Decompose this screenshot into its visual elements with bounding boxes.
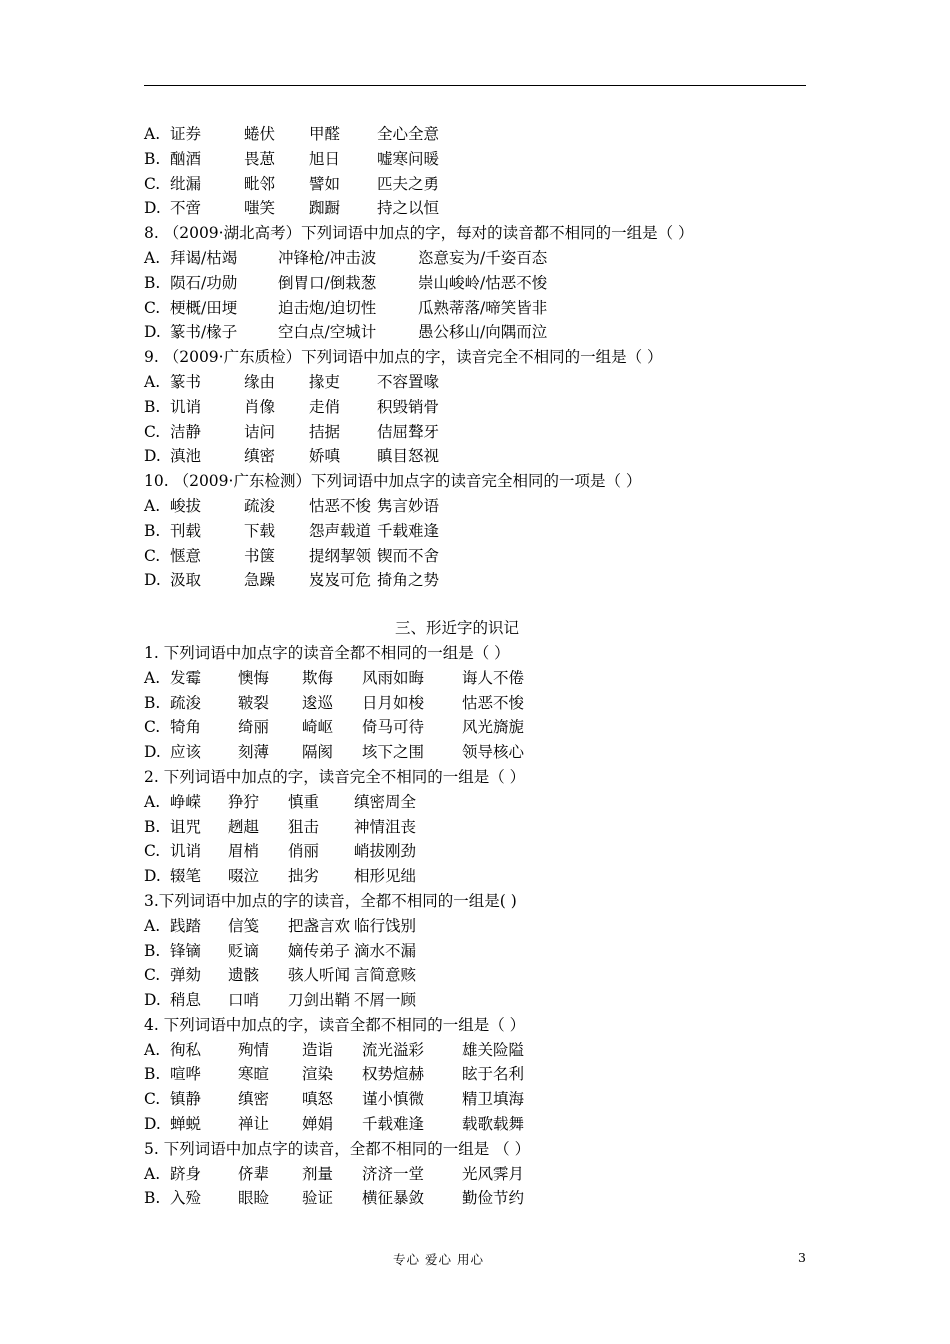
spacer bbox=[144, 593, 814, 616]
option-letter: C. bbox=[144, 1090, 161, 1109]
section-title: 三、形近字的识记 bbox=[394, 619, 519, 638]
option-word: 甲醛 bbox=[309, 125, 341, 143]
option-letter: A. bbox=[144, 1164, 161, 1183]
question-stem: 1. 下列词语中加点字的读音全都不相同的一组是（ ） bbox=[144, 643, 510, 662]
option-word: 临行饯别 bbox=[354, 916, 417, 935]
option-line bbox=[144, 691, 814, 716]
option-word: 酗酒 bbox=[170, 149, 202, 168]
option-word: 稍息 bbox=[170, 991, 202, 1010]
option-word: 犄角 bbox=[170, 718, 202, 737]
option-word: 下载 bbox=[244, 521, 276, 540]
option-word: 证券 bbox=[170, 125, 202, 143]
option-word: 弹劾 bbox=[170, 966, 202, 985]
question-stem: 8. （2009·湖北高考）下列词语中加点的字，每对的读音都不相同的一组是（ ） bbox=[144, 224, 694, 243]
option-line bbox=[144, 939, 814, 964]
option-word: 旭日 bbox=[309, 149, 341, 168]
option-word: 寒暄 bbox=[238, 1065, 270, 1084]
option-word: 勤俭节约 bbox=[462, 1189, 525, 1208]
option-word: 愚公移山/向隅而泣 bbox=[418, 323, 548, 342]
option-line bbox=[144, 1038, 814, 1063]
option-line bbox=[144, 196, 814, 221]
option-word: 讥诮 bbox=[170, 397, 202, 416]
option-word: 锲而不舍 bbox=[377, 546, 440, 565]
option-word: 峻拔 bbox=[170, 496, 202, 515]
option-word: 迫击炮/迫切性 bbox=[278, 298, 377, 317]
option-word: 眼睑 bbox=[238, 1189, 270, 1208]
option-letter: D. bbox=[144, 323, 161, 342]
option-line bbox=[144, 519, 814, 544]
page-number: 3 bbox=[798, 1250, 806, 1265]
option-word: 急躁 bbox=[244, 571, 276, 590]
option-word: 镇静 bbox=[170, 1090, 202, 1109]
option-line bbox=[144, 444, 814, 469]
option-word: 啜泣 bbox=[228, 867, 260, 886]
option-line bbox=[144, 296, 814, 321]
option-word: 崇山峻岭/怙恶不悛 bbox=[418, 273, 548, 292]
option-line bbox=[144, 1186, 814, 1211]
question-stem: 2. 下列词语中加点的字，读音完全不相同的一组是（ ） bbox=[144, 767, 526, 786]
option-word: 隽言妙语 bbox=[377, 496, 440, 515]
option-letter: D. bbox=[144, 867, 161, 886]
option-word: 拜谒/枯竭 bbox=[170, 248, 238, 267]
option-letter: A. bbox=[144, 248, 161, 267]
option-word: 倒胃口/倒栽葱 bbox=[278, 273, 377, 292]
option-word: 恣意妄为/千姿百态 bbox=[418, 248, 548, 267]
option-line bbox=[144, 420, 814, 445]
option-word: 隔阂 bbox=[302, 743, 334, 762]
option-letter: B. bbox=[144, 273, 161, 292]
option-word: 嘘寒问暖 bbox=[377, 149, 440, 168]
option-word: 滴水不漏 bbox=[354, 941, 417, 960]
option-word: 怙恶不悛 bbox=[462, 693, 525, 712]
option-word: 洁静 bbox=[170, 422, 202, 441]
option-word: 造诣 bbox=[302, 1040, 334, 1059]
option-word: 欺侮 bbox=[302, 668, 334, 687]
question-stem: 10. （2009·广东检测）下列词语中加点字的读音完全相同的一项是（ ） bbox=[144, 472, 642, 491]
option-word: 殉情 bbox=[238, 1040, 270, 1059]
option-line bbox=[144, 568, 814, 593]
option-letter: D. bbox=[144, 1115, 161, 1134]
option-word: 神情沮丧 bbox=[354, 817, 417, 836]
option-letter: B. bbox=[144, 817, 161, 836]
option-word: 匹夫之勇 bbox=[377, 174, 440, 193]
option-line bbox=[144, 988, 814, 1013]
option-word: 刻薄 bbox=[238, 743, 270, 762]
option-line bbox=[144, 122, 814, 147]
option-letter: B. bbox=[144, 693, 161, 712]
option-line bbox=[144, 963, 814, 988]
option-letter: C. bbox=[144, 174, 161, 193]
option-letter: D. bbox=[144, 447, 161, 466]
option-letter: C. bbox=[144, 966, 161, 985]
option-word: 眉梢 bbox=[228, 842, 260, 861]
option-word: 怙恶不悛 bbox=[309, 496, 372, 515]
option-word: 辍笔 bbox=[170, 867, 202, 886]
option-word: 瓜熟蒂落/啼笑皆非 bbox=[418, 298, 548, 317]
option-line bbox=[144, 740, 814, 765]
option-word: 纰漏 bbox=[170, 174, 202, 193]
option-word: 嫡传弟子 bbox=[288, 941, 351, 960]
option-word: 刊载 bbox=[170, 521, 202, 540]
option-letter: A. bbox=[144, 792, 161, 811]
option-word: 千载难逢 bbox=[362, 1115, 425, 1134]
option-word: 篆书 bbox=[170, 372, 202, 391]
option-letter: D. bbox=[144, 991, 161, 1010]
option-letter: C. bbox=[144, 298, 161, 317]
option-word: 渲染 bbox=[302, 1065, 334, 1084]
option-word: 滇池 bbox=[170, 447, 202, 466]
option-word: 千载难逢 bbox=[377, 521, 440, 540]
option-line bbox=[144, 1162, 814, 1187]
option-word: 书箧 bbox=[244, 546, 276, 565]
option-line bbox=[144, 839, 814, 864]
option-word: 缜密 bbox=[244, 447, 276, 466]
option-letter: C. bbox=[144, 546, 161, 565]
option-letter: A. bbox=[144, 668, 161, 687]
option-word: 诲人不倦 bbox=[462, 668, 525, 687]
option-word: 徇私 bbox=[170, 1040, 202, 1059]
option-word: 瞋目怒视 bbox=[377, 447, 440, 466]
option-word: 空白点/空城计 bbox=[278, 323, 377, 342]
option-line bbox=[144, 246, 814, 271]
option-letter: C. bbox=[144, 422, 161, 441]
option-letter: B. bbox=[144, 521, 161, 540]
option-word: 雄关险隘 bbox=[462, 1040, 525, 1059]
option-word: 俏丽 bbox=[288, 842, 320, 861]
option-word: 懊悔 bbox=[238, 668, 270, 687]
option-word: 跻身 bbox=[170, 1164, 202, 1183]
option-word: 讥诮 bbox=[170, 842, 202, 861]
option-word: 横征暴敛 bbox=[362, 1189, 425, 1208]
option-word: 诘问 bbox=[244, 422, 276, 441]
option-letter: B. bbox=[144, 941, 161, 960]
option-word: 狰狞 bbox=[228, 792, 260, 811]
option-letter: A. bbox=[144, 372, 161, 391]
option-word: 走俏 bbox=[309, 397, 341, 416]
option-word: 贬谪 bbox=[228, 941, 260, 960]
option-word: 篆书/椽子 bbox=[170, 323, 238, 342]
option-letter: A. bbox=[144, 1040, 161, 1059]
option-word: 倚马可待 bbox=[362, 718, 425, 737]
option-word: 禅让 bbox=[238, 1115, 270, 1134]
option-word: 验证 bbox=[302, 1189, 334, 1208]
option-word: 疏浚 bbox=[170, 693, 202, 712]
option-word: 遗骸 bbox=[228, 966, 260, 985]
option-word: 眩于名利 bbox=[462, 1065, 525, 1084]
option-word: 逡巡 bbox=[302, 693, 334, 712]
option-word: 蜷伏 bbox=[244, 125, 276, 143]
option-word: 把盏言欢 bbox=[288, 916, 351, 935]
option-word: 冲锋枪/冲击波 bbox=[278, 248, 377, 267]
option-letter: B. bbox=[144, 397, 161, 416]
option-word: 狙击 bbox=[288, 817, 320, 836]
option-word: 全心全意 bbox=[377, 125, 440, 143]
option-word: 蝉蜕 bbox=[170, 1115, 202, 1134]
option-word: 领导核心 bbox=[462, 743, 525, 762]
option-word: 诅咒 bbox=[170, 817, 202, 836]
option-line bbox=[144, 864, 814, 889]
option-word: 怨声载道 bbox=[309, 521, 372, 540]
option-word: 趔趄 bbox=[228, 817, 260, 836]
option-word: 婵娟 bbox=[302, 1115, 334, 1134]
option-word: 风雨如晦 bbox=[362, 668, 425, 687]
option-word: 风光旖旎 bbox=[462, 718, 525, 737]
option-line bbox=[144, 494, 814, 519]
option-word: 不啻 bbox=[170, 199, 202, 218]
option-letter: C. bbox=[144, 718, 161, 737]
option-word: 口哨 bbox=[228, 991, 260, 1010]
option-line bbox=[144, 271, 814, 296]
option-word: 剂量 bbox=[302, 1164, 334, 1183]
option-word: 精卫填海 bbox=[462, 1090, 525, 1109]
option-word: 陨石/功勋 bbox=[170, 273, 238, 292]
option-letter: A. bbox=[144, 125, 161, 143]
document-body bbox=[144, 122, 814, 1211]
option-letter: B. bbox=[144, 1065, 161, 1084]
option-word: 佶屈聱牙 bbox=[377, 422, 440, 441]
option-word: 崎岖 bbox=[302, 718, 334, 737]
option-word: 畏葸 bbox=[244, 149, 276, 168]
option-word: 疏浚 bbox=[244, 496, 276, 515]
option-word: 皲裂 bbox=[238, 693, 270, 712]
option-letter: B. bbox=[144, 149, 161, 168]
option-letter: A. bbox=[144, 496, 161, 515]
option-word: 娇嗔 bbox=[309, 447, 341, 466]
option-word: 不容置喙 bbox=[377, 372, 440, 391]
option-word: 积毁销骨 bbox=[377, 397, 440, 416]
footer-motto: 专心 爱心 用心 bbox=[393, 1252, 484, 1267]
option-line bbox=[144, 666, 814, 691]
option-word: 慎重 bbox=[288, 792, 320, 811]
option-word: 喧哗 bbox=[170, 1065, 202, 1084]
option-line bbox=[144, 147, 814, 172]
option-word: 光风霁月 bbox=[462, 1164, 525, 1183]
option-word: 绮丽 bbox=[238, 718, 270, 737]
option-word: 不屑一顾 bbox=[354, 991, 417, 1010]
option-word: 缜密 bbox=[238, 1090, 270, 1109]
option-word: 权势煊赫 bbox=[362, 1065, 425, 1084]
option-word: 应该 bbox=[170, 743, 202, 762]
option-word: 侪辈 bbox=[238, 1164, 270, 1183]
option-line bbox=[144, 715, 814, 740]
option-line bbox=[144, 1087, 814, 1112]
option-word: 拙劣 bbox=[288, 867, 320, 886]
question-stem: 9. （2009·广东质检）下列词语中加点的字，读音完全不相同的一组是（ ） bbox=[144, 348, 663, 367]
option-word: 流光溢彩 bbox=[362, 1040, 425, 1059]
option-line bbox=[144, 544, 814, 569]
option-line bbox=[144, 1062, 814, 1087]
option-word: 梗概/田埂 bbox=[170, 298, 238, 317]
option-word: 肖像 bbox=[244, 397, 276, 416]
option-word: 毗邻 bbox=[244, 174, 276, 193]
option-word: 入殓 bbox=[170, 1189, 202, 1208]
option-word: 峥嵘 bbox=[170, 792, 202, 811]
option-letter: A. bbox=[144, 916, 161, 935]
option-line bbox=[144, 395, 814, 420]
option-word: 刀剑出鞘 bbox=[288, 991, 351, 1010]
question-stem: 5. 下列词语中加点字的读音，全都不相同的一组是 （ ） bbox=[144, 1139, 531, 1158]
option-word: 提纲挈领 bbox=[309, 546, 372, 565]
option-word: 言简意赅 bbox=[354, 966, 417, 985]
option-line bbox=[144, 320, 814, 345]
option-word: 缘由 bbox=[244, 372, 276, 391]
option-line bbox=[144, 1112, 814, 1137]
question-stem: 4. 下列词语中加点的字，读音全都不相同的一组是（ ） bbox=[144, 1015, 526, 1034]
option-letter: D. bbox=[144, 571, 161, 590]
option-word: 相形见绌 bbox=[354, 867, 417, 886]
option-letter: C. bbox=[144, 842, 161, 861]
question-stem: 3.下列词语中加点的字的读音，全都不相同的一组是( ) bbox=[144, 891, 517, 910]
option-word: 缜密周全 bbox=[354, 792, 417, 811]
option-line bbox=[144, 790, 814, 815]
option-letter: D. bbox=[144, 199, 161, 218]
option-word: 嗔怒 bbox=[302, 1090, 334, 1109]
option-word: 嗤笑 bbox=[244, 199, 276, 218]
header-rule bbox=[144, 85, 806, 86]
option-word: 锋镝 bbox=[170, 941, 202, 960]
option-letter: B. bbox=[144, 1189, 161, 1208]
option-word: 惬意 bbox=[170, 546, 202, 565]
option-line bbox=[144, 172, 814, 197]
option-word: 载歌载舞 bbox=[462, 1115, 525, 1134]
option-word: 信笺 bbox=[228, 916, 260, 935]
option-line bbox=[144, 914, 814, 939]
option-word: 发霉 bbox=[170, 668, 202, 687]
option-word: 骇人听闻 bbox=[288, 966, 351, 985]
option-word: 谨小慎微 bbox=[362, 1090, 425, 1109]
option-word: 峭拔刚劲 bbox=[354, 842, 417, 861]
option-word: 垓下之围 bbox=[362, 743, 425, 762]
option-word: 践踏 bbox=[170, 916, 202, 935]
option-letter: D. bbox=[144, 743, 161, 762]
option-word: 岌岌可危 bbox=[309, 571, 372, 590]
option-word: 譬如 bbox=[309, 174, 341, 193]
option-word: 掾吏 bbox=[309, 372, 341, 391]
option-word: 持之以恒 bbox=[377, 199, 440, 218]
option-line bbox=[144, 370, 814, 395]
option-word: 济济一堂 bbox=[362, 1164, 425, 1183]
option-word: 汲取 bbox=[170, 571, 202, 590]
option-word: 掎角之势 bbox=[377, 571, 440, 590]
option-word: 踟蹰 bbox=[309, 199, 341, 218]
option-word: 日月如梭 bbox=[362, 693, 425, 712]
option-line bbox=[144, 815, 814, 840]
option-word: 拮据 bbox=[309, 422, 341, 441]
